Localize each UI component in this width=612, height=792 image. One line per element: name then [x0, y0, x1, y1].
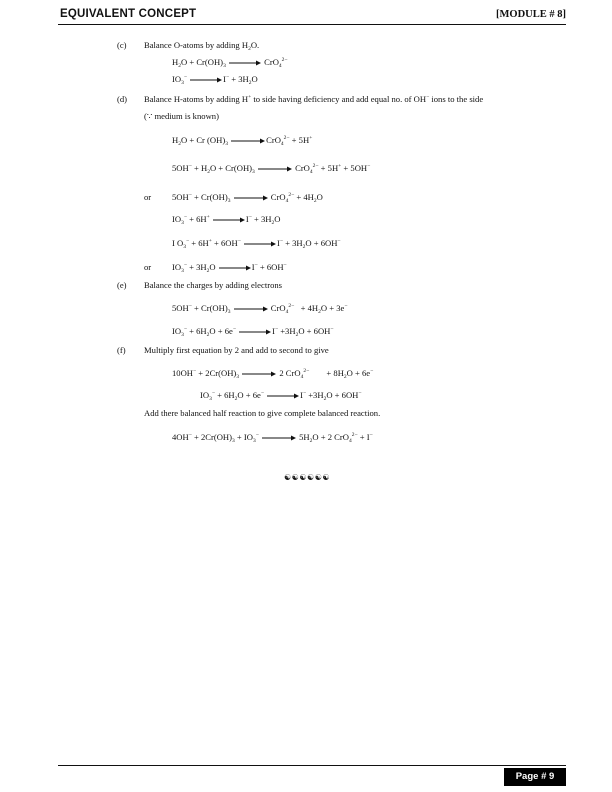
step-c-text: Balance O-atoms by adding $H_2O$.	[144, 40, 260, 52]
equation-d2: $5OH^- + H_2O + Cr(OH)_3$ CrO$_4^{2-}$ + 5H+ + 5OH−	[172, 163, 371, 175]
equation-e2: $IO_3^- + 6H_2O + 6e^-$ $I^- +3H_2O + 6OH^-$	[172, 326, 334, 338]
arrow-icon	[234, 306, 268, 312]
step-f-after: Add there balanced half reaction to give complete balanced reaction.	[144, 408, 381, 418]
step-c-label: (c)	[117, 40, 127, 50]
arrow-icon	[229, 60, 261, 66]
equation-e1: $5OH^- + Cr(OH)_3$ $CrO_4^{2-} + 4H_2O + 3e^-$	[172, 303, 348, 315]
arrow-icon	[262, 435, 296, 441]
header-rule	[58, 24, 566, 25]
equation-d1: $H_2O + Cr$ $(OH)_3$ CrO$_4^{2-}$ + 5H+	[172, 135, 313, 147]
arrow-icon	[234, 195, 268, 201]
equation-d4: $IO_3^- + 6H^+$ $I^- + 3H_2O$	[172, 214, 281, 226]
equation-d5: I $O_3^- + 6H^+ + 6OH^-$ $I^- + 3H_2O + 6OH^-$	[172, 238, 341, 250]
step-d-label: (d)	[117, 94, 128, 104]
equation-f1: $10OH^- + 2Cr(OH)_3$ 2 CrO$_4^{2-}$ + $8H_2O + 6e^-$	[172, 368, 374, 380]
step-f-text: Multiply first equation by 2 and add to second to give	[144, 345, 329, 355]
or-label: or	[144, 192, 152, 202]
page-number: Page # 9	[504, 768, 566, 786]
arrow-icon	[267, 393, 299, 399]
step-d-note: (∵ medium is known)	[144, 111, 219, 121]
equation-final: $4OH^- + 2Cr(OH)_3 + IO_3^-$ $5H_2O + 2$ CrO$_4^{2-}$ + I−	[172, 432, 373, 444]
arrow-icon	[231, 138, 265, 144]
or-label: or	[144, 262, 152, 272]
header-title: EQUIVALENT CONCEPT	[60, 8, 197, 20]
equation-d3: $5OH^- + Cr(OH)_3$ $CrO_4^{2-} + 4H_2O$	[172, 192, 323, 204]
arrow-icon	[244, 241, 276, 247]
equation-f2: $IO_3^- + 6H_2O + 6e^-$ $I^- +3H_2O + 6OH^-$	[200, 390, 362, 402]
step-f-label: (f)	[117, 345, 126, 355]
equation-c1: $H_2O + Cr(OH)_3$ CrO$_4^{2-}$	[172, 57, 288, 69]
arrow-icon	[239, 329, 271, 335]
arrow-icon	[242, 371, 276, 377]
arrow-icon	[219, 265, 251, 271]
step-e-text: Balance the charges by adding electrons	[144, 280, 283, 290]
arrow-icon	[258, 166, 292, 172]
equation-c2: $IO_3^-$ $I^- + 3H_2O$	[172, 74, 258, 86]
equation-d6: $IO_3^- + 3H_2O$ I− + 6OH−	[172, 262, 287, 274]
module-label: [MODULE # 8]	[496, 9, 566, 20]
step-d-text: Balance H-atoms by adding H+ to side having deficiency and add equal no. of OH− ions to the side	[144, 94, 484, 104]
footer-rule	[58, 765, 566, 766]
arrow-icon	[190, 77, 222, 83]
step-e-label: (e)	[117, 280, 127, 290]
arrow-icon	[213, 217, 245, 223]
section-end-ornament: ☯☯☯☯☯☯	[284, 473, 331, 482]
